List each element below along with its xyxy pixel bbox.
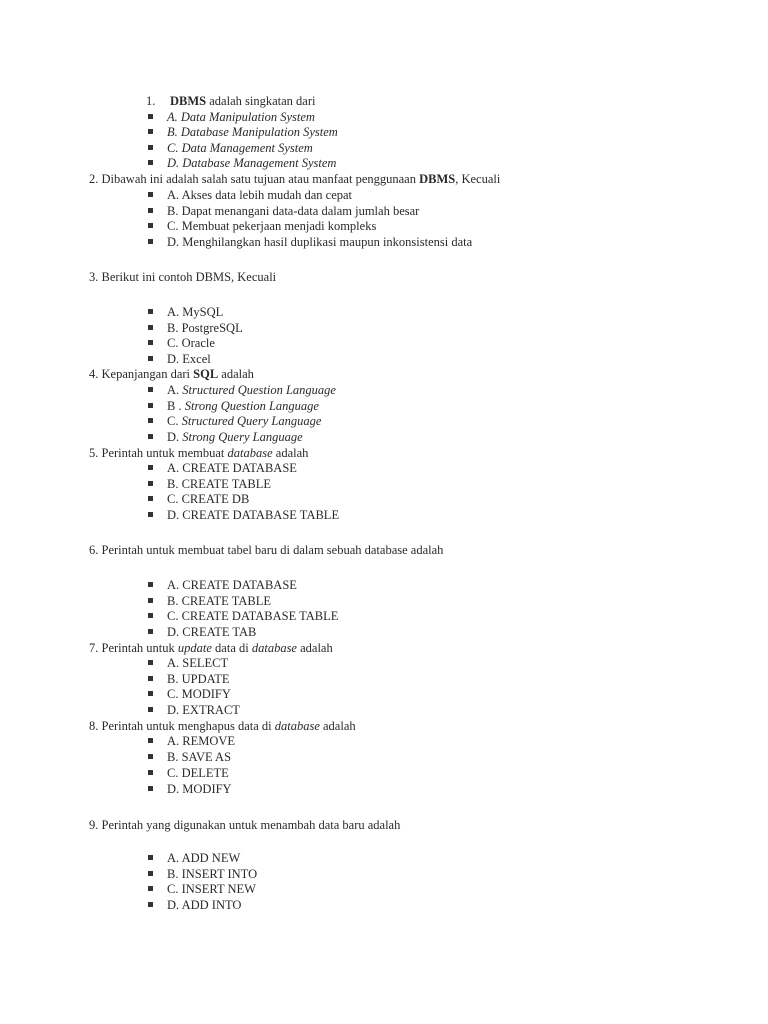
square-bullet-icon	[148, 770, 153, 775]
option-text: D. ADD INTO	[167, 898, 242, 912]
option-item	[148, 672, 230, 687]
square-bullet-icon	[148, 325, 153, 330]
option-text: D. Menghilangkan hasil duplikasi maupun inkonsistensi data	[167, 235, 473, 249]
square-bullet-icon	[148, 754, 153, 759]
question-text: , Kecuali	[455, 172, 501, 186]
question-text: adalah singkatan dari	[206, 94, 316, 108]
square-bullet-icon	[148, 738, 153, 743]
square-bullet-icon	[148, 871, 153, 876]
question-text: SQL	[193, 367, 219, 381]
option-item	[148, 750, 231, 765]
question-text: 6. Perintah untuk membuat tabel baru di dalam sebuah database adalah	[89, 543, 444, 557]
square-bullet-icon	[148, 309, 153, 314]
option-item	[148, 703, 240, 718]
option-text: Strong Question Language	[184, 399, 319, 413]
question-7	[89, 641, 333, 656]
square-bullet-icon	[148, 387, 153, 392]
question-text: DBMS	[170, 94, 207, 108]
question-text: 8. Perintah untuk menghapus data di	[89, 719, 275, 733]
option-item	[148, 414, 321, 429]
option-item	[148, 204, 419, 219]
question-number: 1.	[146, 94, 156, 108]
option-text: B. CREATE TABLE	[167, 477, 271, 491]
option-item	[148, 766, 229, 781]
option-text: C. Oracle	[167, 336, 215, 350]
option-prefix: A.	[167, 383, 183, 397]
option-text: C. CREATE DATABASE TABLE	[167, 609, 339, 623]
question-text: database	[227, 446, 273, 460]
square-bullet-icon	[148, 340, 153, 345]
question-text: 3. Berikut ini contoh DBMS, Kecuali	[89, 270, 277, 284]
option-item	[148, 156, 336, 171]
option-item	[148, 508, 339, 523]
option-text: B. CREATE TABLE	[167, 594, 271, 608]
square-bullet-icon	[148, 676, 153, 681]
option-text: A. REMOVE	[167, 734, 236, 748]
option-prefix: D.	[167, 430, 183, 444]
square-bullet-icon	[148, 239, 153, 244]
option-item	[148, 656, 228, 671]
square-bullet-icon	[148, 629, 153, 634]
square-bullet-icon	[148, 707, 153, 712]
option-item	[148, 578, 297, 593]
question-text: update	[177, 641, 212, 655]
square-bullet-icon	[148, 598, 153, 603]
question-2	[89, 172, 500, 187]
square-bullet-icon	[148, 496, 153, 501]
option-text: C. MODIFY	[167, 687, 231, 701]
question-text: 5. Perintah untuk membuat	[89, 446, 228, 460]
option-item	[148, 477, 271, 492]
option-item	[148, 383, 336, 398]
option-text: D. CREATE TAB	[167, 625, 257, 639]
square-bullet-icon	[148, 465, 153, 470]
square-bullet-icon	[148, 145, 153, 150]
option-item	[148, 399, 319, 414]
option-text: A. CREATE DATABASE	[167, 461, 297, 475]
question-3	[89, 270, 276, 285]
option-text: C. CREATE DB	[167, 492, 250, 506]
square-bullet-icon	[148, 223, 153, 228]
question-text: 7. Perintah untuk	[89, 641, 178, 655]
option-text: D. EXTRACT	[167, 703, 240, 717]
option-text: D. Database Management System	[167, 156, 337, 170]
option-text: B. PostgreSQL	[167, 321, 243, 335]
option-item	[148, 782, 232, 797]
square-bullet-icon	[148, 691, 153, 696]
option-text: A. ADD NEW	[167, 851, 241, 865]
square-bullet-icon	[148, 786, 153, 791]
question-4	[89, 367, 254, 382]
option-item	[148, 867, 257, 882]
question-text: 2. Dibawah ini adalah salah satu tujuan atau manfaat penggunaan	[89, 172, 420, 186]
square-bullet-icon	[148, 613, 153, 618]
question-5	[89, 446, 308, 461]
question-9	[89, 818, 400, 833]
option-item	[148, 352, 211, 367]
option-text: Structured Question Language	[182, 383, 336, 397]
square-bullet-icon	[148, 129, 153, 134]
square-bullet-icon	[148, 418, 153, 423]
square-bullet-icon	[148, 434, 153, 439]
square-bullet-icon	[148, 886, 153, 891]
option-text: C. DELETE	[167, 766, 229, 780]
option-text: B. SAVE AS	[167, 750, 232, 764]
square-bullet-icon	[148, 582, 153, 587]
option-text: D. CREATE DATABASE TABLE	[167, 508, 340, 522]
square-bullet-icon	[148, 512, 153, 517]
option-item	[148, 305, 223, 320]
square-bullet-icon	[148, 660, 153, 665]
question-text: adalah	[319, 719, 356, 733]
option-item	[148, 461, 297, 476]
option-text: A. SELECT	[167, 656, 229, 670]
square-bullet-icon	[148, 356, 153, 361]
option-item	[148, 336, 215, 351]
option-text: A. MySQL	[167, 305, 224, 319]
square-bullet-icon	[148, 208, 153, 213]
square-bullet-icon	[148, 403, 153, 408]
question-8	[89, 719, 356, 734]
option-item	[148, 430, 303, 445]
option-item	[148, 141, 313, 156]
option-item	[148, 219, 376, 234]
question-text: adalah	[218, 367, 254, 381]
option-item	[148, 898, 241, 913]
option-item	[148, 125, 338, 140]
square-bullet-icon	[148, 855, 153, 860]
question-text: adalah	[272, 446, 309, 460]
option-item	[148, 734, 235, 749]
question-text: data di	[211, 641, 252, 655]
option-text: B. UPDATE	[167, 672, 230, 686]
question-1	[146, 94, 315, 109]
option-text: C. INSERT NEW	[167, 882, 256, 896]
option-text: C. Data Management System	[167, 141, 313, 155]
square-bullet-icon	[148, 160, 153, 165]
question-text: database	[274, 719, 320, 733]
option-item	[148, 687, 231, 702]
option-item	[148, 188, 352, 203]
option-item	[148, 851, 240, 866]
question-text: 4. Kepanjangan dari	[89, 367, 194, 381]
option-item	[148, 492, 249, 507]
option-text: A. Akses data lebih mudah dan cepat	[167, 188, 353, 202]
square-bullet-icon	[148, 192, 153, 197]
question-6	[89, 543, 443, 558]
option-text: A. CREATE DATABASE	[167, 578, 297, 592]
option-item	[148, 882, 256, 897]
question-text: 9. Perintah yang digunakan untuk menambah data baru adalah	[89, 818, 401, 832]
option-item	[148, 321, 243, 336]
option-prefix: B .	[167, 399, 185, 413]
option-item	[148, 110, 315, 125]
option-text: D. Excel	[167, 352, 211, 366]
square-bullet-icon	[148, 902, 153, 907]
option-prefix: C.	[167, 414, 182, 428]
square-bullet-icon	[148, 481, 153, 486]
option-text: D. MODIFY	[167, 782, 232, 796]
question-text: database	[251, 641, 297, 655]
option-item	[148, 609, 338, 624]
option-text: A. Data Manipulation System	[167, 110, 315, 124]
question-text: adalah	[296, 641, 333, 655]
option-text: B. Database Manipulation System	[167, 125, 338, 139]
option-text: B. Dapat menangani data-data dalam jumlah besar	[167, 204, 420, 218]
question-text: DBMS	[419, 172, 456, 186]
option-text: Structured Query Language	[181, 414, 322, 428]
option-item	[148, 594, 271, 609]
option-text: C. Membuat pekerjaan menjadi kompleks	[167, 219, 377, 233]
option-text: B. INSERT INTO	[167, 867, 258, 881]
option-text: Strong Query Language	[182, 430, 303, 444]
square-bullet-icon	[148, 114, 153, 119]
option-item	[148, 625, 256, 640]
option-item	[148, 235, 472, 250]
